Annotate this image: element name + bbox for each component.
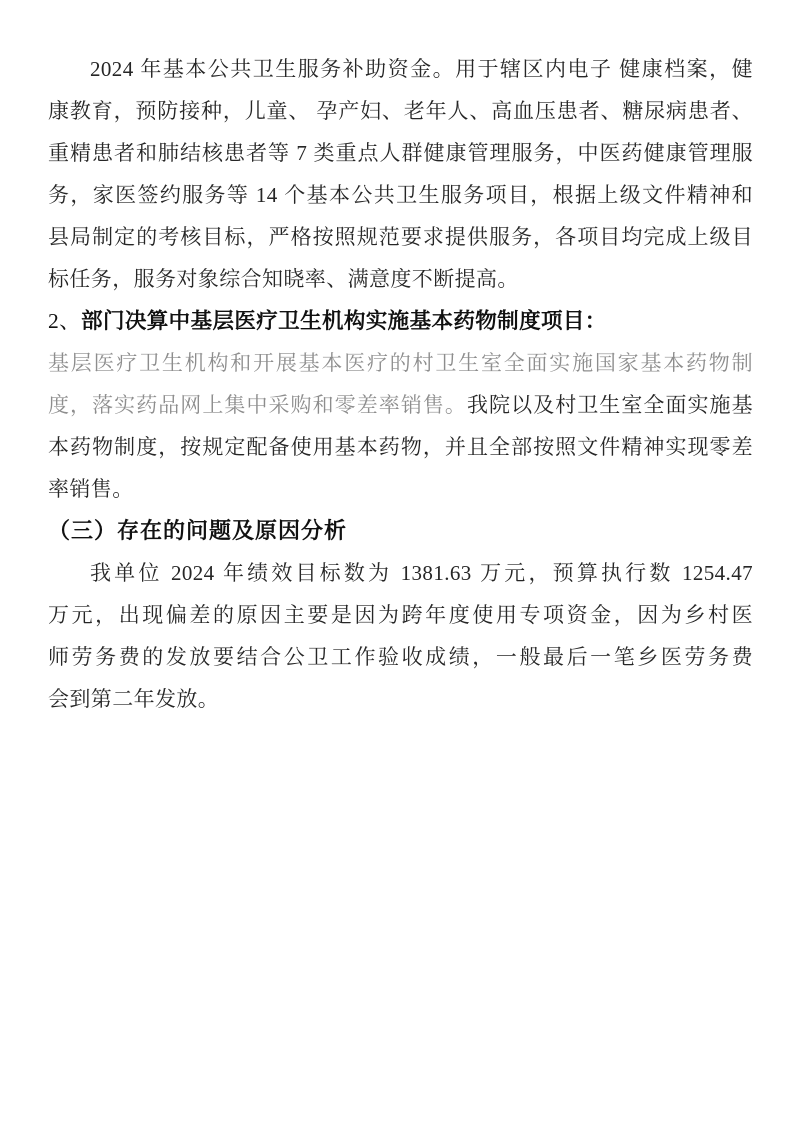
text-line: 会到第二年发放。 [48, 687, 220, 711]
text-line: 康教育，预防接种，儿童、 孕产妇、老年人、高血压患者、糖尿病患者、 [48, 99, 753, 123]
text-line: 重精患者和肺结核患者等 7 类重点人群健康管理服务，中医药健康管理服 [48, 141, 753, 165]
text-line: 本药物制度，按规定配备使用基本药物，并且全部按照文件精神实现零差 [48, 435, 753, 459]
text-line: 万元，出现偏差的原因主要是因为跨年度使用专项资金，因为乡村医 [48, 603, 753, 627]
heading-number: 2、 [48, 309, 82, 333]
text-line: 县局制定的考核目标，严格按照规范要求提供服务，各项目均完成上级目 [48, 225, 753, 249]
text-line: 率销售。 [48, 477, 134, 501]
paragraph-public-health [48, 48, 753, 300]
text-line: 标任务，服务对象综合知晓率、满意度不断提高。 [48, 267, 519, 291]
text-line: 基层医疗卫生机构和开展基本医疗的村卫生室全面实施国家基本药物制 [48, 351, 753, 375]
text-segment-black: 我院以及村卫生室全面实施基 [466, 393, 753, 417]
text-segment-gray: 度，落实药品网上集中采购和零差率销售。 [48, 393, 467, 417]
paragraph-deviation-analysis [48, 552, 753, 720]
text-line: 2024 年基本公共卫生服务补助资金。用于辖区内电子 健康档案，健 [90, 57, 753, 81]
paragraph-essential-drugs [48, 342, 753, 510]
text-line: 师劳务费的发放要结合公卫工作验收成绩，一般最后一笔乡医劳务费 [48, 645, 753, 669]
heading-title: 部门决算中基层医疗卫生机构实施基本药物制度项目： [81, 309, 607, 333]
text-line: 务，家医签约服务等 14 个基本公共卫生服务项目，根据上级文件精神和 [48, 183, 753, 207]
section-heading-problems-analysis: （三）存在的问题及原因分析 [48, 518, 348, 543]
section-heading-essential-drugs [48, 300, 753, 342]
text-line: 我单位 2024 年绩效目标数为 1381.63 万元，预算执行数 1254.47 [90, 561, 753, 585]
text-line [48, 384, 753, 426]
